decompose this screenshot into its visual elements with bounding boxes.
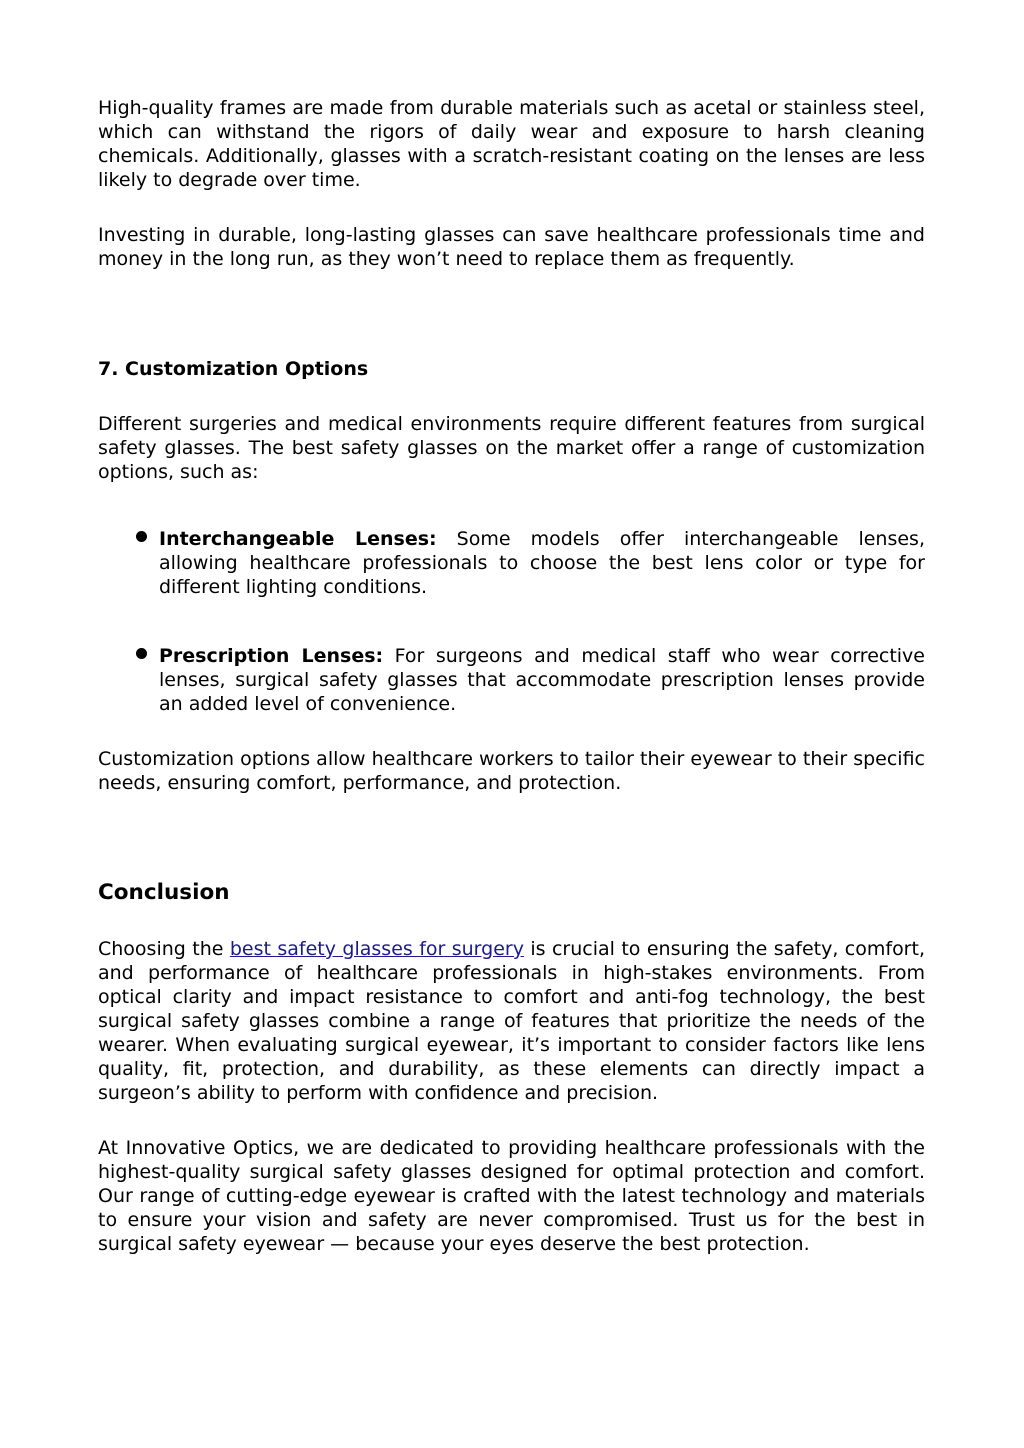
conclusion-text-rest: is crucial to ensuring the safety, comfort, and performance of healthcare professionals in high-stakes environments. From optical clarity and impact resistance to comfort and anti-fog technology, the best surgical safety glasses combine a range of features that prioritize the needs of the wearer. When evaluating surgical eyewear, it’s important to consider factors like lens quality, fit, protection, and durability, as these elements can directly impact a surgeon’s ability to perform with confidence and precision. <box>98 938 925 1104</box>
conclusion-paragraph <box>98 937 925 1105</box>
bullet-icon <box>136 648 147 659</box>
list-item-label: Prescription Lenses: <box>159 645 384 667</box>
bullet-icon <box>136 531 147 542</box>
investment-paragraph: Investing in durable, long-lasting glasses can save healthcare professionals time and money in the long run, as they won’t need to replace them as frequently. <box>98 224 925 270</box>
list-item <box>98 527 925 599</box>
document-page <box>98 96 925 1256</box>
list-item-text: Some models offer interchangeable lenses, allowing healthcare professionals to choose the best lens color or type for different lighting conditions. <box>159 528 925 598</box>
section-heading-conclusion: Conclusion <box>98 880 230 905</box>
list-item <box>98 644 925 716</box>
section-heading-customization: 7. Customization Options <box>98 358 369 380</box>
list-item-text: For surgeons and medical staff who wear corrective lenses, surgical safety glasses that accommodate prescription lenses provide an added level of convenience. <box>159 645 925 715</box>
customization-options-list <box>98 527 925 716</box>
conclusion-text-start: Choosing the <box>98 938 230 960</box>
best-safety-glasses-link[interactable]: best safety glasses for surgery <box>229 938 524 960</box>
customization-intro-paragraph: Different surgeries and medical environments require different features from surgical safety glasses. The best safety glasses on the market offer a range of customization options, such as: <box>98 413 925 483</box>
list-item-label: Interchangeable Lenses: <box>159 528 437 550</box>
company-paragraph: At Innovative Optics, we are dedicated to providing healthcare professionals with the highest-quality surgical safety glasses designed for optimal protection and comfort. Our range of cutting-edge eyewear is crafted with the latest technology and materials to ensure your vision and safety are never compromised. Trust us for the best in surgical safety eyewear — because your eyes deserve the best protection. <box>98 1137 925 1255</box>
durability-paragraph: High-quality frames are made from durable materials such as acetal or stainless steel, which can withstand the rigors of daily wear and exposure to harsh cleaning chemicals. Additionally, glasses with a scratch-resistant coating on the lenses are less likely to degrade over time. <box>98 97 925 191</box>
customization-outro-paragraph: Customization options allow healthcare workers to tailor their eyewear to their specific needs, ensuring comfort, performance, and protection. <box>98 748 925 794</box>
